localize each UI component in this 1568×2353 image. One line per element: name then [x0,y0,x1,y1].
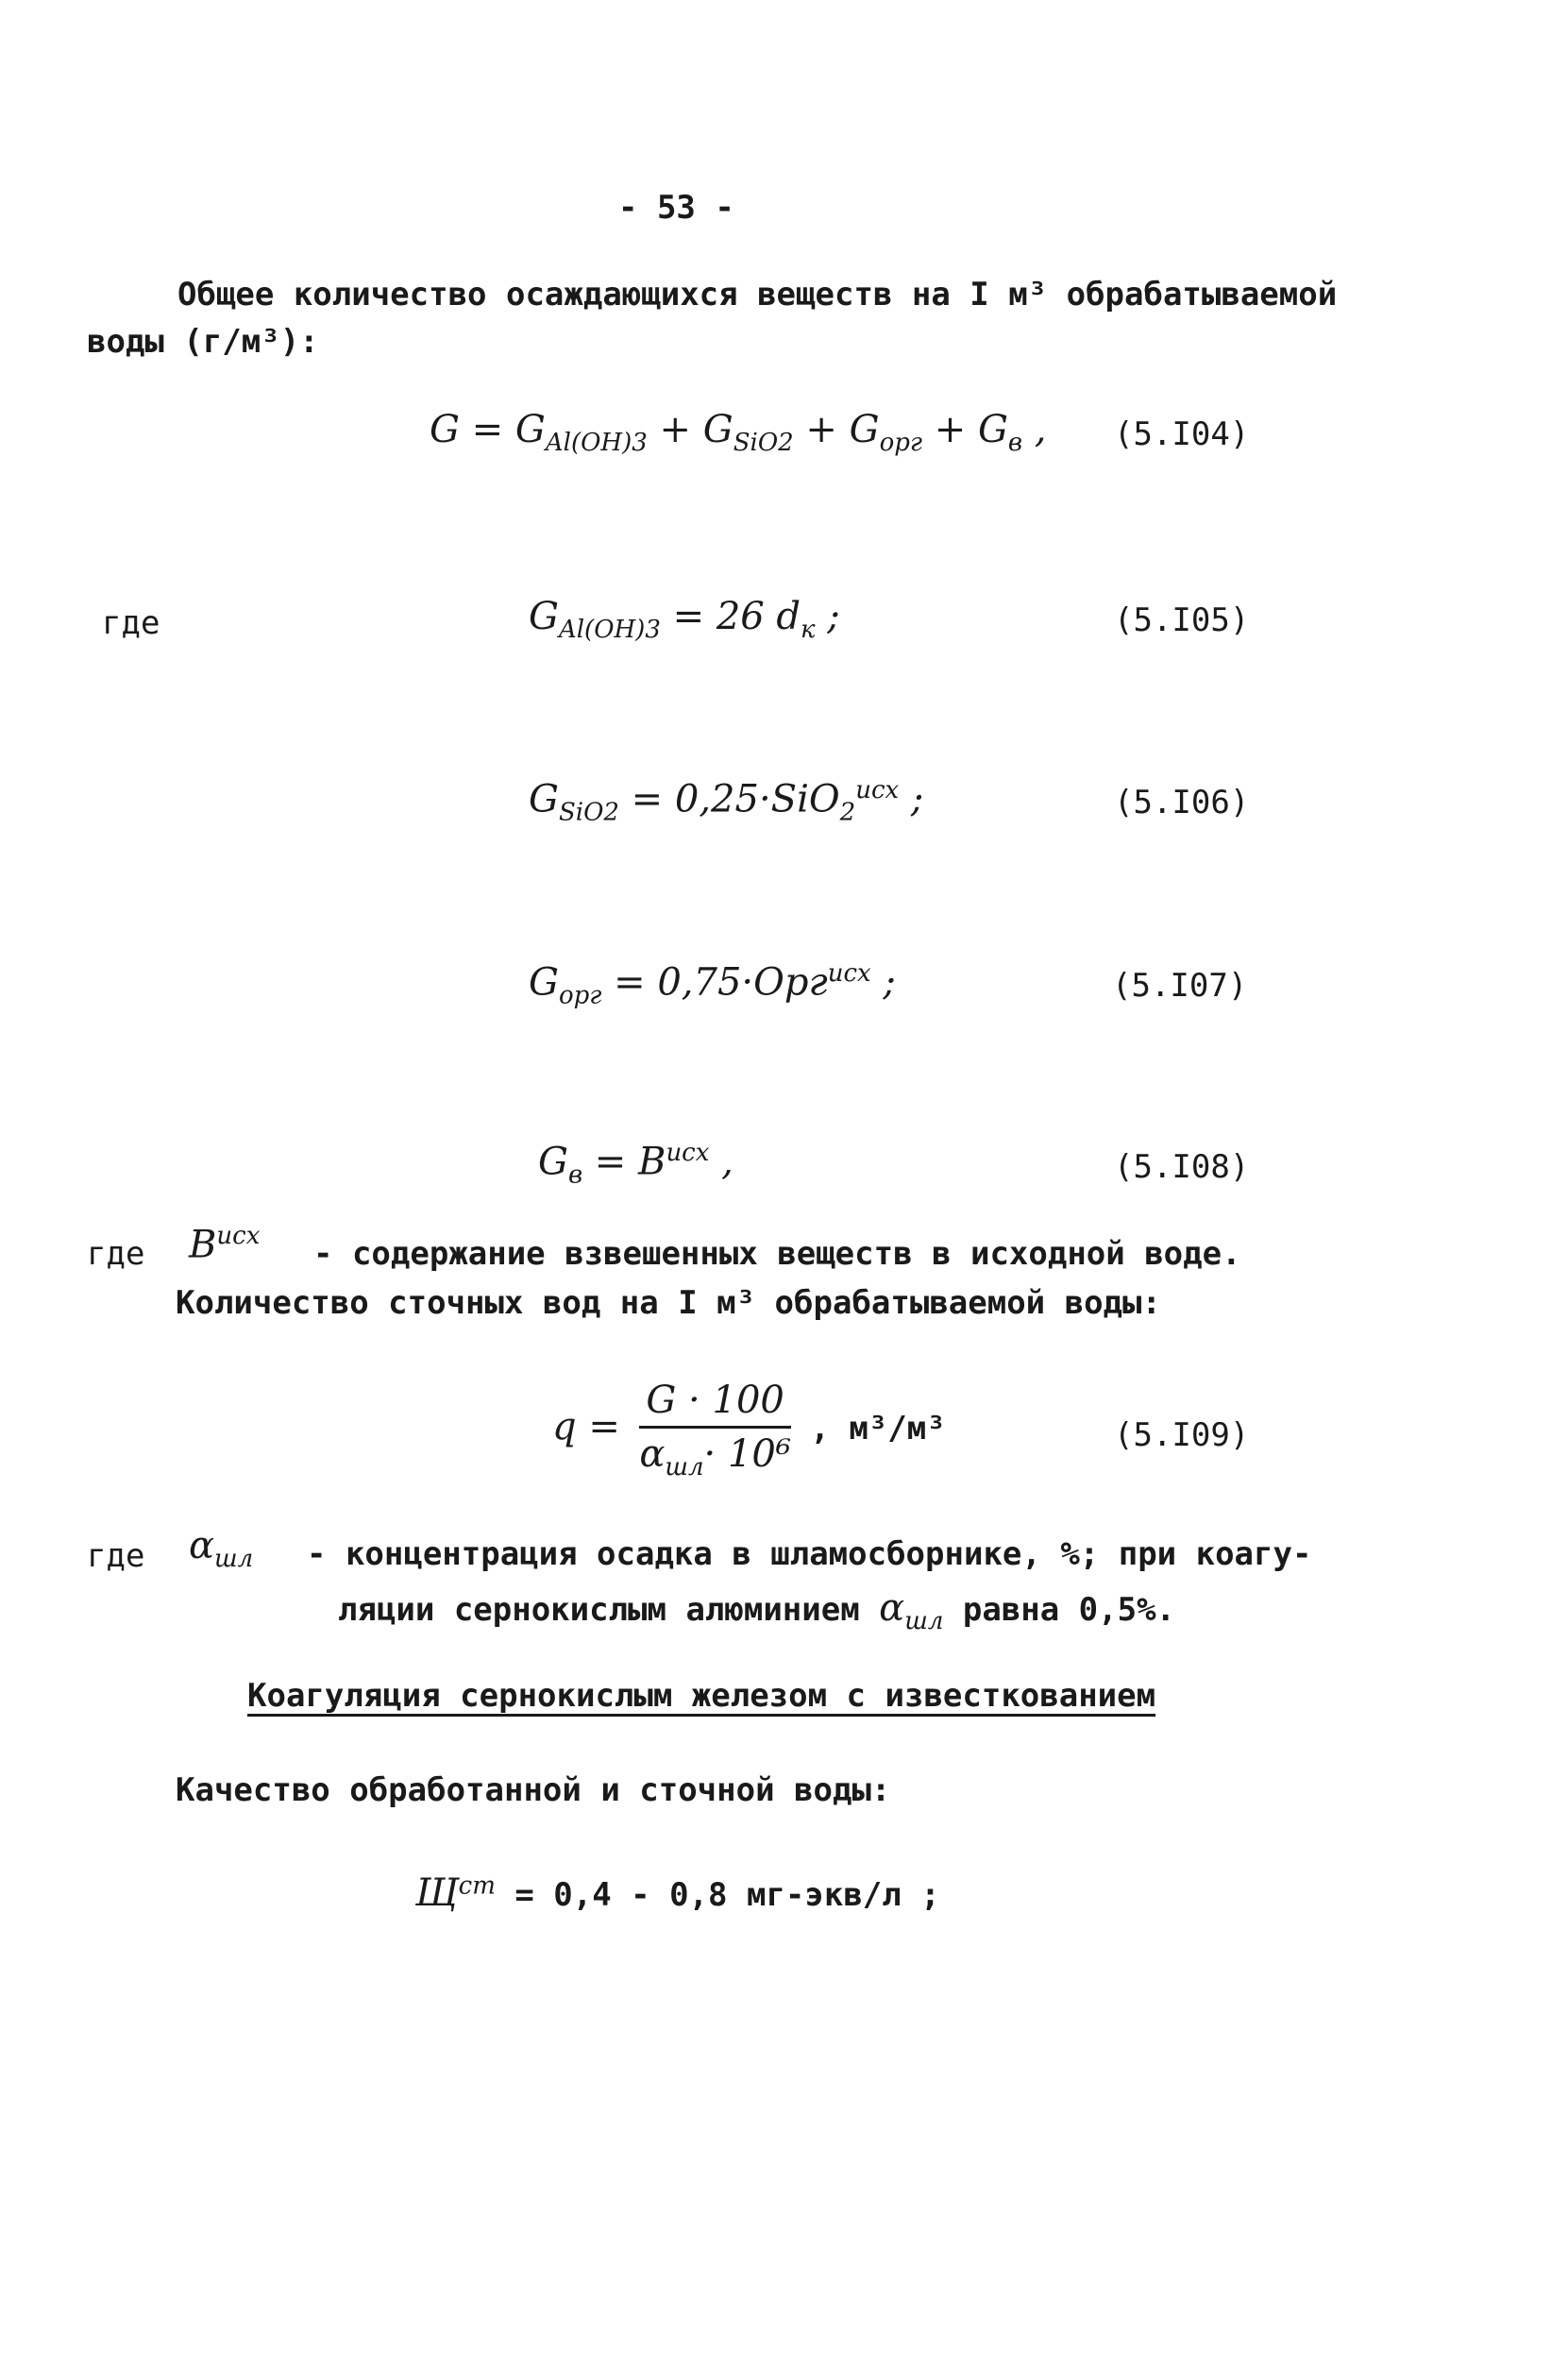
eq104-sub-al: Al(OH)3 [545,429,648,457]
eq108-rhs-sup: исх [666,1139,710,1167]
def-a-text-2b: равна 0,5%. [962,1591,1176,1629]
def-b-symbol [189,1222,260,1266]
eq108-lhs: G [538,1140,568,1184]
def-a-text-2 [338,1586,1175,1635]
eq104-tail: , [1022,408,1047,451]
def-a-alpha: α [189,1524,215,1567]
where-label-1: где [102,604,160,642]
section-title: Коагуляция сернокислым железом с известкованием [247,1677,1156,1715]
eq107-rhs-sup: исх [827,959,871,988]
equation-number-5-106: (5.I06) [1114,784,1250,821]
equation-5-107 [529,959,896,1009]
eq109-den-sub: шл [665,1453,704,1481]
page-number: - 53 - [618,189,734,227]
eq105-rhs-sub: к [801,616,816,644]
eq106-sub: SiO2 [558,798,619,827]
alk-text: = 0,4 - 0,8 мг-экв/л ; [495,1876,940,1914]
eq105-lhs: G [529,595,559,638]
eq106-tail: ; [899,777,924,821]
eq104-plus-si: + G [647,408,733,451]
def-b-letter: В [189,1223,217,1267]
eq106-lhs: G [529,777,559,821]
def-b-sup: исх [216,1222,261,1250]
def-a-inline-sub: шл [904,1607,944,1635]
def-a-text-1: - концентрация осадка в шламосборнике, %; при коагу- [307,1535,1312,1573]
eq107-rhs: = 0,75·Орг [601,960,828,1005]
eq105-rhs: = 26 d [660,595,801,638]
alk-symbol: Щ [415,1871,459,1915]
equation-number-5-107: (5.I07) [1112,967,1248,1005]
def-a-sub: шл [214,1545,254,1573]
equation-5-105 [529,595,840,644]
def-b-text: - содержание взвешенных веществ в исходной воде. [313,1235,1241,1273]
eq105-tail: ; [815,595,840,638]
quality-line: Качество обработанной и сточной воды: [176,1771,891,1809]
eq109-den-tail: · 10⁶ [703,1432,791,1476]
def-a-symbol [189,1524,253,1573]
equation-number-5-104: (5.I04) [1114,415,1250,453]
equation-number-5-105: (5.I05) [1114,601,1250,639]
def-a-inline-symbol [879,1586,944,1635]
eq107-lhs: G [529,960,559,1005]
alk-sup: ст [458,1871,496,1901]
eq104-g: G = G [430,408,546,451]
eq109-units: , м³/м³ [810,1410,946,1447]
eq107-sub: орг [558,981,602,1010]
equation-5-108 [538,1139,733,1189]
where-label-2: где [87,1235,145,1273]
eq104-plus-org: + G [793,408,880,451]
equation-number-5-109: (5.I09) [1114,1416,1250,1454]
eq109-fraction [639,1379,791,1481]
eq108-rhs: = В [582,1140,666,1184]
eq106-rhs-sub: 2 [839,798,856,827]
eq106-rhs: = 0,25·SiO [618,777,840,821]
def-a-text-2a: ляции сернокислым алюминием [338,1591,860,1629]
eq109-numerator: G · 100 [639,1379,791,1429]
equation-5-104 [430,408,1047,457]
eq108-tail: , [709,1140,733,1184]
where-label-3: где [87,1537,145,1575]
eq104-sub-org: орг [879,429,923,457]
equation-5-106 [529,776,923,826]
eq104-sub-v: в [1007,429,1023,457]
eq104-plus-v: + G [922,408,1008,451]
def-a-inline-alpha: α [879,1586,905,1630]
eq106-rhs-sup: исх [855,776,900,804]
eq108-sub: в [567,1160,583,1190]
equation-number-5-108: (5.I08) [1114,1148,1250,1186]
equation-5-109 [552,1379,946,1481]
eq109-denominator [639,1429,791,1481]
eq105-sub: Al(OH)3 [558,616,661,644]
eq107-tail: ; [870,960,896,1005]
eq109-lhs: q = [552,1405,620,1448]
eq104-sub-si: SiO2 [733,429,794,457]
intro-line-2: воды (г/м³): [87,323,319,361]
waste-water-line: Количество сточных вод на I м³ обрабатываемой воды: [176,1284,1161,1322]
eq109-den-alpha: α [639,1432,666,1476]
alkalinity-formula [415,1871,940,1915]
intro-line-1: Общее количество осаждающихся веществ на I м³ обрабатываемой [177,276,1338,313]
